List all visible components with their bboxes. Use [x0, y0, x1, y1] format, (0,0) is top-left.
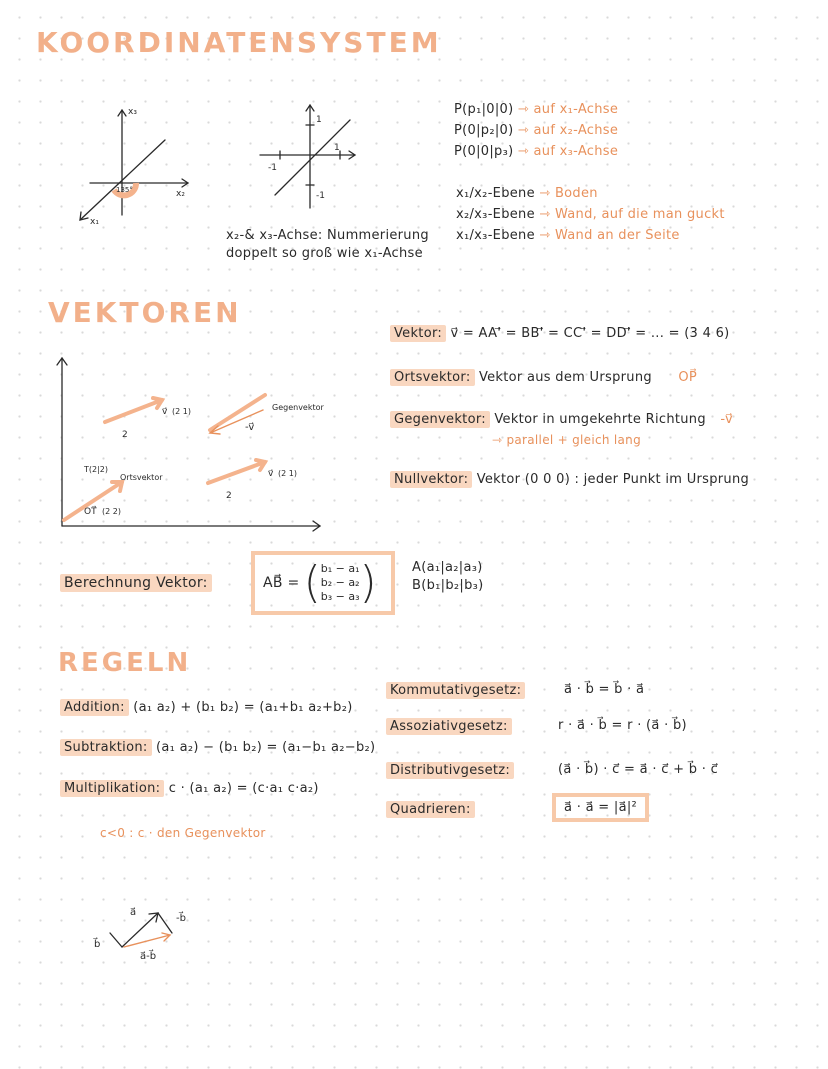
coordinate-system-ticks	[250, 100, 370, 215]
plane-row	[456, 186, 725, 207]
ot-label: OT⃗	[84, 507, 97, 517]
point-row	[454, 102, 618, 123]
law-term: Distributivgesetz:	[386, 762, 514, 779]
def-extra: -v⃗	[720, 412, 733, 427]
point-row	[454, 123, 618, 144]
a-label: a⃗	[130, 907, 137, 918]
point-desc: ⇾ auf x₂-Achse	[517, 123, 619, 138]
point-label: P(0|p₂|0)	[454, 123, 514, 138]
coordinate-system-3d	[70, 100, 210, 230]
ot-vector: (2 2)	[102, 507, 121, 516]
plane-row	[456, 207, 725, 228]
law-term: Assoziativgesetz:	[386, 718, 512, 735]
axis-note-line2: doppelt so groß wie x₁-Achse	[226, 246, 423, 261]
rule-formula: (a₁ a₂) + (b₁ b₂) = (a₁+b₁ a₂+b₂)	[133, 700, 353, 715]
tick-label-1-x2: 1	[334, 143, 340, 153]
planes-list	[456, 186, 725, 249]
vector-diagram	[50, 350, 335, 535]
v-vector: (2 1)	[172, 407, 191, 416]
def-extra: OP⃗	[678, 370, 698, 385]
law-formula-boxed: a⃗ · a⃗ = |a⃗|²	[552, 793, 649, 822]
section-title-koordinatensystem: KOORDINATENSYSTEM	[36, 26, 442, 59]
law-formula: r · a⃗ · b⃗ = r · (a⃗ · b⃗)	[558, 718, 687, 733]
law-term: Kommutativgesetz:	[386, 682, 525, 699]
axis-x1-label: x₁	[90, 217, 99, 227]
ab-row: b₂ − a₂	[320, 576, 360, 589]
plane-desc: ⇾ Boden	[539, 186, 598, 201]
point-a: A(a₁|a₂|a₃)	[412, 560, 483, 575]
axis-note-line1: x₂-& x₃-Achse: Nummerierung	[226, 228, 429, 243]
component-label-2: 2	[226, 491, 232, 501]
tick-label-neg1-x2: -1	[268, 163, 277, 173]
point-row	[454, 144, 618, 165]
def-term: Vektor:	[390, 325, 446, 342]
def-term: Nullvektor:	[390, 471, 472, 488]
point-label: P(0|0|p₃)	[454, 144, 514, 159]
v-label: v⃗	[162, 407, 168, 417]
rule-subtraktion	[60, 740, 375, 755]
law-term: Quadrieren:	[386, 801, 475, 818]
rule-term: Multiplikation:	[60, 780, 164, 797]
minus-b-label: -b⃗	[176, 913, 186, 924]
def-term: Gegenvektor:	[390, 411, 490, 428]
ab-matrix: ( b₁ − a₁ b₂ − a₂ b₃ − a₃ )	[303, 557, 377, 608]
mult-note: c<0 : c · den Gegenvektor	[100, 826, 266, 840]
def-text: Vektor aus dem Ursprung	[478, 370, 652, 385]
neg-v-label: -v⃗	[245, 422, 255, 433]
rule-term: Subtraktion:	[60, 739, 152, 756]
law-formula: a⃗ · b⃗ = b⃗ · a⃗	[564, 682, 645, 697]
point-t-label: T(2|2)	[84, 465, 109, 474]
a-minus-b-label: a⃗-b⃗	[140, 951, 157, 962]
rule-formula: (a₁ a₂) − (b₁ b₂) = (a₁−b₁ a₂−b₂)	[156, 740, 376, 755]
def-term: Ortsvektor:	[390, 369, 475, 386]
def-gegenvektor	[390, 412, 733, 427]
gegenvektor-label: Gegenvektor	[272, 403, 324, 412]
points-list	[454, 102, 618, 165]
point-label: P(p₁|0|0)	[454, 102, 514, 117]
plane-label: x₁/x₂-Ebene	[456, 186, 535, 201]
plane-row	[456, 228, 725, 249]
def-text: v⃗ = AA'⃗ = BB'⃗ = CC'⃗ = DD'⃗ = ... = (3 4 6)	[450, 326, 730, 341]
rule-addition	[60, 700, 353, 715]
axis-x3-label: x₃	[128, 107, 137, 117]
section-title-regeln: REGELN	[58, 648, 192, 678]
v-vector-2: (2 1)	[278, 469, 297, 478]
b-label: b⃗	[94, 939, 101, 950]
rule-formula: c · (a₁ a₂) = (c·a₁ c·a₂)	[168, 781, 319, 796]
tick-label-1: 1	[316, 115, 322, 125]
def-gegenvektor-sub: ⇾ parallel + gleich lang	[492, 433, 641, 447]
rule-term: Addition:	[60, 699, 129, 716]
def-vektor	[390, 326, 730, 341]
def-text: Vektor in umgekehrte Richtung	[494, 412, 706, 427]
plane-desc: ⇾ Wand, auf die man guckt	[539, 207, 725, 222]
point-b: B(b₁|b₂|b₃)	[412, 578, 484, 593]
plane-label: x₁/x₃-Ebene	[456, 228, 535, 243]
berechnung-label: Berechnung Vektor:	[60, 574, 212, 592]
def-text: Vektor (0 0 0) : jeder Punkt im Ursprung	[476, 472, 750, 487]
tick-label-neg1: -1	[316, 191, 325, 201]
axis-x2-label: x₂	[176, 189, 185, 199]
v-label-2: v⃗	[268, 469, 274, 479]
law-formula: (a⃗ · b⃗) · c⃗ = a⃗ · c⃗ + b⃗ · c⃗	[558, 762, 719, 777]
def-nullvektor	[390, 472, 749, 487]
plane-desc: ⇾ Wand an der Seite	[539, 228, 680, 243]
ab-formula-box	[251, 551, 395, 615]
section-title-vektoren: VEKTOREN	[48, 296, 242, 329]
component-label: 2	[122, 430, 128, 440]
ortsvektor-label: Ortsvektor	[120, 473, 163, 482]
vector-difference-diagram	[90, 895, 220, 965]
angle-label: 135°	[116, 186, 133, 194]
def-ortsvektor	[390, 370, 697, 385]
ab-row: b₁ − a₁	[320, 562, 360, 575]
point-desc: ⇾ auf x₃-Achse	[517, 144, 619, 159]
ab-label: AB⃗ =	[263, 575, 300, 591]
point-desc: ⇾ auf x₁-Achse	[517, 102, 619, 117]
ab-row: b₃ − a₃	[320, 590, 360, 603]
plane-label: x₂/x₃-Ebene	[456, 207, 535, 222]
rule-multiplikation	[60, 781, 319, 796]
